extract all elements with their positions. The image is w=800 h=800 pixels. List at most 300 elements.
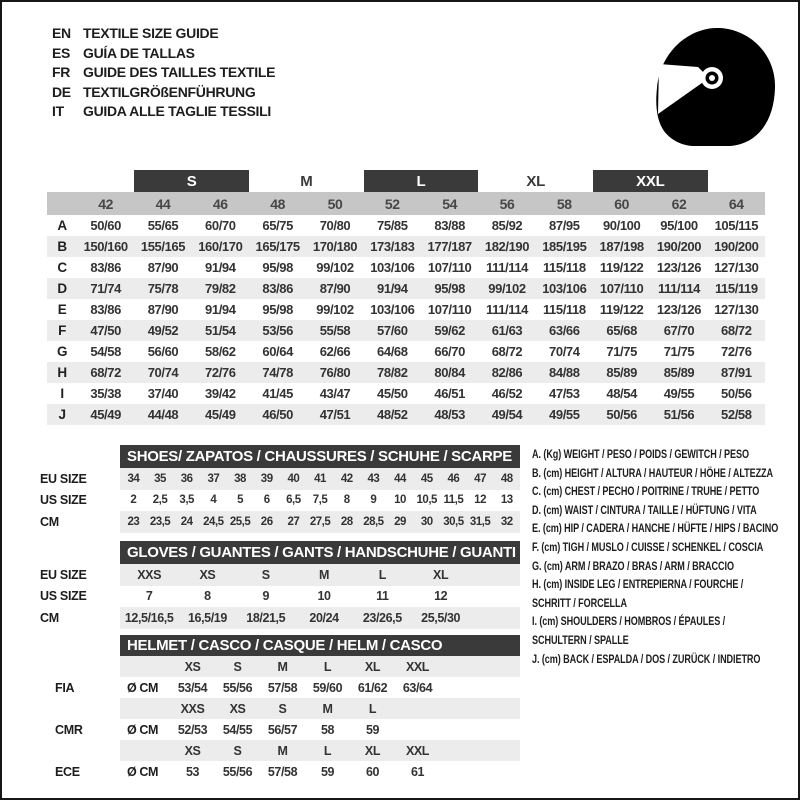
textile-size-cell: 111/114 (485, 260, 529, 275)
textile-size-cell: 115/118 (542, 260, 586, 275)
row-cells (120, 511, 520, 533)
textile-size-cell: 103/106 (370, 260, 415, 275)
shoe-size-cell: 43 (367, 472, 380, 485)
textile-size-cell: 87/95 (549, 218, 580, 233)
size-group-header-row (47, 170, 765, 192)
helmet-size-section (37, 635, 522, 782)
size-col-header: 44 (155, 195, 171, 212)
textile-size-cell: 71/74 (90, 281, 121, 296)
racing-helmet-icon (652, 26, 780, 151)
textile-size-cell: 99/102 (316, 302, 354, 317)
size-col-header: 60 (614, 195, 630, 212)
textile-size-cell: 185/195 (542, 239, 587, 254)
size-group-xl: XL (526, 172, 545, 190)
helmet-size-headers (120, 740, 520, 761)
row-cells (120, 468, 520, 490)
glove-size-cell: M (319, 567, 330, 582)
shoe-size-cell: 27,5 (309, 515, 331, 528)
helmet-unit-spacer (120, 698, 170, 719)
textile-size-cell: 123/126 (656, 260, 702, 275)
shoes-title-row (37, 445, 522, 468)
language-row (52, 63, 275, 83)
textile-size-cell: 127/130 (714, 260, 759, 275)
textile-size-cell: 45/49 (90, 407, 121, 422)
language-code: IT (52, 103, 64, 119)
size-group-s: S (134, 170, 249, 192)
shoe-size-cell: 41 (314, 472, 326, 485)
shoe-size-cell: 10,5 (416, 494, 437, 507)
gloves-section-title: GLOVES / GUANTES / GANTS / HANDSCHUHE / GUANTI (120, 541, 520, 564)
shoe-size-cell: 39 (260, 472, 273, 485)
helmet-standard-label: FIA (55, 680, 75, 695)
helmet-size-header-row (37, 698, 522, 719)
textile-size-cell: 39/42 (205, 386, 236, 401)
textile-size-cell: 65/68 (606, 323, 637, 338)
helmet-title-spacer (37, 635, 120, 656)
glove-size-cell: 8 (204, 589, 211, 604)
numeric-size-header-row (47, 192, 765, 215)
textile-size-cell: 190/200 (656, 239, 702, 254)
helmet-size-header: XL (364, 743, 381, 758)
helmet-standard-cells (120, 719, 520, 740)
section-row (37, 490, 522, 512)
textile-size-cell: 47/50 (90, 323, 121, 338)
gloves-title-row (37, 541, 522, 564)
textile-row-label: B (57, 239, 67, 254)
textile-size-cell: 190/200 (714, 239, 759, 254)
textile-size-cell: 59/62 (434, 323, 465, 338)
textile-size-cell: 87/90 (319, 281, 351, 296)
textile-size-cell: 43/47 (319, 386, 351, 401)
language-label: TEXTILE SIZE GUIDE (83, 25, 219, 41)
textile-size-cell: 44/48 (147, 407, 179, 422)
helmet-size-cell: 53 (185, 764, 200, 779)
shoe-size-cell: 40 (287, 472, 300, 485)
helmet-size-cell: 56/57 (267, 722, 298, 737)
textile-size-cell: 49/55 (663, 386, 695, 401)
size-col-spacer (47, 192, 77, 215)
textile-size-cell: 87/91 (721, 365, 752, 380)
glove-size-cell: 18/21,5 (246, 610, 286, 625)
textile-size-cell: 84/88 (549, 365, 580, 380)
shoe-size-cell: 25,5 (229, 515, 251, 528)
glove-size-cell: 23/26,5 (362, 610, 402, 625)
glove-size-cell: S (261, 567, 270, 582)
helmet-section-title: HELMET / CASCO / CASQUE / HELM / CASCO (120, 635, 520, 656)
shoe-size-cell: 8 (343, 494, 350, 507)
size-col-header: 54 (442, 195, 458, 212)
shoe-size-cell: 13 (500, 494, 513, 507)
textile-row (47, 362, 765, 383)
size-col-header: 42 (98, 195, 114, 212)
helmet-size-header: M (277, 743, 288, 758)
legend-line: J. (cm) BACK / ESPALDA / DOS / ZURÜCK / INDIETRO (532, 653, 761, 666)
measurement-legend (532, 446, 794, 669)
shoe-size-cell: 30 (420, 515, 433, 528)
section-row (37, 586, 522, 608)
helmet-size-header: L (368, 701, 377, 716)
textile-measurement-rows (47, 215, 765, 425)
textile-row (47, 278, 765, 299)
gloves-size-section (37, 541, 522, 629)
helmet-size-cell: 61/62 (357, 680, 388, 695)
textile-size-cell: 160/170 (198, 239, 243, 254)
textile-size-cell: 58/62 (205, 344, 236, 359)
textile-size-cell: 70/80 (319, 218, 351, 233)
language-label: GUIDA ALLE TAGLIE TESSILI (83, 103, 271, 119)
row-cells (120, 607, 520, 629)
shoe-size-cell: 42 (340, 472, 353, 485)
textile-size-cell: 52/58 (721, 407, 752, 422)
row-unit-label: EU SIZE (40, 471, 87, 486)
textile-size-cell: 48/53 (434, 407, 465, 422)
textile-size-cell: 111/114 (657, 281, 701, 296)
size-col-header: 64 (728, 195, 744, 212)
textile-size-cell: 105/115 (714, 218, 759, 233)
textile-size-cell: 61/63 (491, 323, 523, 338)
helmet-size-header: L (323, 743, 332, 758)
shoe-size-cell: 9 (370, 494, 377, 507)
shoe-size-cell: 2,5 (152, 494, 168, 507)
glove-size-cell: XXS (137, 567, 162, 582)
textile-size-cell: 71/75 (606, 344, 637, 359)
glove-size-cell: 12 (434, 589, 448, 604)
textile-size-cell: 83/86 (262, 281, 293, 296)
textile-row-label: D (57, 281, 67, 296)
shoe-size-cell: 24 (180, 515, 193, 528)
helmet-size-cell: 54/55 (222, 722, 253, 737)
helmet-size-cell (395, 719, 440, 740)
textile-size-cell: 170/180 (312, 239, 358, 254)
textile-row-label: A (57, 218, 67, 233)
textile-row (47, 404, 765, 425)
language-code: FR (52, 64, 71, 80)
textile-row-label: G (56, 344, 68, 359)
textile-row (47, 383, 765, 404)
helmet-standard-label: CMR (55, 722, 83, 737)
textile-size-cell: 107/110 (599, 281, 644, 296)
textile-size-cell: 35/38 (90, 386, 121, 401)
helmet-size-cell: 59/60 (312, 680, 343, 695)
helmet-unit-spacer (120, 740, 170, 761)
textile-row-label: E (57, 302, 67, 317)
row-cells (120, 564, 520, 586)
textile-size-cell: 99/102 (488, 281, 526, 296)
helmet-standard-cells (120, 677, 520, 698)
helmet-size-cell: 58 (320, 722, 335, 737)
legend-line: F. (cm) TIGH / MUSLO / CUISSE / SCHENKEL / COSCIA (532, 541, 764, 554)
shoes-rows (37, 468, 522, 533)
helmet-size-header: S (233, 743, 242, 758)
textile-size-cell: 87/90 (147, 302, 179, 317)
textile-size-cell: 115/119 (714, 281, 758, 296)
helmet-size-header: XXL (405, 659, 430, 674)
row-unit-label: US SIZE (40, 589, 87, 604)
shoe-size-cell: 34 (127, 472, 140, 485)
language-code: EN (52, 25, 71, 41)
textile-size-cell: 74/78 (262, 365, 293, 380)
shoe-size-cell: 23,5 (149, 515, 171, 528)
textile-size-table (47, 170, 765, 425)
helmet-size-header: XS (229, 701, 246, 716)
helmet-size-cell: 57/58 (267, 764, 298, 779)
textile-size-cell: 50/56 (606, 407, 637, 422)
textile-size-cell: 83/86 (90, 260, 121, 275)
glove-size-cell: 25,5/30 (421, 610, 461, 625)
textile-size-cell: 46/51 (434, 386, 465, 401)
shoe-size-cell: 45 (420, 472, 433, 485)
textile-row-label: H (57, 365, 67, 380)
shoe-size-cell: 36 (180, 472, 193, 485)
helmet-size-header: XL (364, 659, 381, 674)
shoe-size-cell: 35 (154, 472, 166, 485)
row-cells (120, 586, 520, 608)
shoe-size-cell: 31,5 (469, 515, 491, 528)
shoe-size-cell: 4 (210, 494, 217, 507)
textile-size-cell: 45/50 (377, 386, 408, 401)
row-unit-label: US SIZE (40, 493, 87, 508)
textile-size-cell: 119/122 (599, 302, 644, 317)
textile-size-cell: 82/86 (491, 365, 523, 380)
size-col-header: 58 (556, 195, 572, 212)
textile-size-cell: 76/80 (319, 365, 351, 380)
shoe-size-cell: 37 (207, 472, 220, 485)
textile-size-cell: 55/58 (319, 323, 351, 338)
legend-line: SCHULTERN / SPALLE (532, 634, 629, 647)
helmet-size-cell: 61 (410, 764, 425, 779)
textile-size-cell: 68/72 (90, 365, 121, 380)
textile-size-cell: 68/72 (721, 323, 752, 338)
language-row (52, 24, 275, 44)
textile-row-label: F (58, 323, 66, 338)
textile-size-cell: 64/68 (377, 344, 408, 359)
shoe-size-cell: 23 (127, 515, 140, 528)
textile-size-cell: 150/160 (83, 239, 128, 254)
helmet-size-headers (120, 656, 520, 677)
glove-size-cell: 16,5/19 (187, 610, 227, 625)
shoe-size-cell: 47 (474, 472, 486, 485)
textile-size-cell: 90/100 (602, 218, 641, 233)
textile-size-cell: 123/126 (656, 302, 702, 317)
size-col-header: 50 (327, 195, 343, 212)
textile-size-cell: 119/122 (599, 260, 644, 275)
language-label: GUIDE DES TAILLES TEXTILE (83, 64, 276, 80)
glove-size-cell: L (378, 567, 386, 582)
textile-size-cell: 80/84 (434, 365, 465, 380)
textile-size-cell: 49/55 (549, 407, 580, 422)
helmet-standard-cells (120, 761, 520, 782)
shoe-size-cell: 6 (263, 494, 270, 507)
helmet-size-cell: 53/54 (177, 680, 208, 695)
shoe-size-cell: 6,5 (286, 494, 301, 507)
textile-size-cell: 83/86 (90, 302, 121, 317)
helmet-size-header: XS (184, 659, 201, 674)
shoe-size-cell: 7,5 (312, 494, 328, 507)
textile-size-cell: 71/75 (663, 344, 695, 359)
helmet-size-header: XS (184, 743, 201, 758)
helmet-size-header-row (37, 656, 522, 677)
textile-size-cell: 103/106 (542, 281, 587, 296)
textile-row (47, 299, 765, 320)
helmet-size-cell: 55/56 (222, 680, 253, 695)
section-row (37, 511, 522, 533)
helmet-size-header: L (323, 659, 332, 674)
legend-line: I. (cm) SHOULDERS / HOMBROS / ÉPAULES / (532, 616, 726, 629)
textile-size-cell: 50/60 (90, 218, 121, 233)
row-unit-label: CM (40, 514, 59, 529)
legend-line: E. (cm) HIP / CADERA / HANCHE / HÜFTE / HIPS / BACINO (532, 523, 779, 536)
helmet-size-header: S (278, 701, 287, 716)
shoe-size-cell: 10 (394, 494, 406, 507)
textile-size-cell: 49/52 (147, 323, 179, 338)
shoe-size-cell: 27 (287, 515, 300, 528)
textile-size-cell: 46/50 (262, 407, 293, 422)
helmet-size-header: M (277, 659, 288, 674)
shoe-size-cell: 48 (500, 472, 513, 485)
textile-size-cell: 41/45 (262, 386, 293, 401)
textile-size-cell: 85/92 (491, 218, 523, 233)
textile-row (47, 257, 765, 278)
section-row (37, 564, 522, 586)
textile-size-cell: 85/89 (663, 365, 695, 380)
textile-size-cell: 70/74 (147, 365, 179, 380)
textile-size-cell: 103/106 (370, 302, 415, 317)
glove-size-cell: 10 (317, 589, 331, 604)
shoes-section-title: SHOES/ ZAPATOS / CHAUSSURES / SCHUHE / SCARPE (120, 445, 520, 468)
textile-size-cell: 95/100 (660, 218, 698, 233)
textile-row (47, 320, 765, 341)
textile-size-cell: 85/89 (606, 365, 637, 380)
shoe-size-cell: 28 (340, 515, 353, 528)
shoe-size-cell: 5 (237, 494, 243, 507)
helmet-size-header (395, 698, 440, 719)
gloves-title-spacer (37, 541, 120, 564)
legend-line: D. (cm) WAIST / CINTURA / TAILLE / HÜFTUNG / VITA (532, 504, 757, 517)
textile-size-cell: 57/60 (377, 323, 408, 338)
language-row (52, 102, 275, 122)
helmet-size-header: XXS (180, 701, 205, 716)
textile-size-cell: 53/56 (262, 323, 293, 338)
glove-size-cell: XS (199, 567, 216, 582)
textile-size-cell: 72/76 (721, 344, 752, 359)
textile-row-label: I (60, 386, 64, 401)
shoe-size-cell: 2 (130, 494, 137, 507)
shoes-size-section (37, 445, 522, 533)
shoe-size-cell: 11,5 (443, 494, 464, 507)
textile-size-cell: 75/78 (147, 281, 179, 296)
textile-size-cell: 107/110 (427, 302, 472, 317)
glove-size-cell: XL (433, 567, 449, 582)
textile-size-cell: 95/98 (262, 302, 293, 317)
textile-size-cell: 55/65 (147, 218, 179, 233)
shoe-size-cell: 46 (447, 472, 460, 485)
size-col-header: 62 (671, 195, 687, 212)
textile-size-cell: 115/118 (542, 302, 586, 317)
textile-size-cell: 165/175 (255, 239, 300, 254)
textile-size-cell: 62/66 (319, 344, 351, 359)
shoe-size-cell: 3,5 (179, 494, 194, 507)
textile-size-cell: 91/94 (205, 260, 236, 275)
textile-size-cell: 72/76 (205, 365, 236, 380)
size-col-header: 48 (270, 195, 286, 212)
language-code: ES (52, 44, 71, 61)
language-row (52, 83, 275, 103)
helmet-standard-label: ECE (55, 764, 80, 779)
textile-size-cell: 60/70 (205, 218, 236, 233)
helmet-standard-row (37, 719, 522, 740)
textile-size-cell: 65/75 (262, 218, 293, 233)
textile-size-cell: 79/82 (205, 281, 236, 296)
shoes-title-spacer (37, 445, 120, 468)
helmet-rows (37, 656, 522, 782)
textile-size-cell: 45/49 (205, 407, 236, 422)
row-cells (120, 490, 520, 512)
glove-size-cell: 20/24 (309, 610, 339, 625)
helmet-header-spacer (37, 656, 120, 677)
helmet-size-headers (120, 698, 520, 719)
shoe-size-cell: 24,5 (203, 515, 224, 528)
row-unit-label: EU SIZE (40, 567, 87, 582)
textile-row-label: J (58, 407, 66, 422)
textile-size-cell: 95/98 (262, 260, 293, 275)
helmet-standard-row (37, 761, 522, 782)
shoe-size-cell: 26 (260, 515, 273, 528)
shoe-size-cell: 29 (394, 515, 406, 528)
gloves-rows (37, 564, 522, 629)
glove-size-cell: 11 (376, 589, 389, 604)
helmet-unit-spacer (120, 656, 170, 677)
glove-size-cell: 9 (262, 589, 270, 604)
helmet-title-row (37, 635, 522, 656)
textile-size-cell: 173/183 (370, 239, 415, 254)
textile-size-cell: 47/51 (319, 407, 351, 422)
textile-row (47, 341, 765, 362)
helmet-size-header-row (37, 740, 522, 761)
textile-size-cell: 107/110 (427, 260, 472, 275)
helmet-header-spacer (37, 698, 120, 719)
textile-row (47, 236, 765, 257)
legend-line: B. (cm) HEIGHT / ALTURA / HAUTEUR / HÖHE / ALTEZZA (532, 467, 773, 480)
shoe-size-cell: 30,5 (443, 515, 464, 528)
textile-size-cell: 48/52 (377, 407, 408, 422)
helmet-size-cell: 63/64 (402, 680, 433, 695)
size-col-header: 46 (212, 195, 228, 212)
textile-size-cell: 75/85 (377, 218, 408, 233)
textile-size-cell: 95/98 (434, 281, 465, 296)
textile-row-label: C (57, 260, 67, 275)
shoe-size-cell: 12 (474, 494, 486, 507)
textile-size-cell: 187/198 (599, 239, 644, 254)
textile-size-cell: 182/190 (484, 239, 530, 254)
textile-size-cell: 51/54 (205, 323, 236, 338)
shoe-size-cell: 32 (500, 515, 513, 528)
language-code: DE (52, 83, 71, 100)
textile-size-cell: 68/72 (491, 344, 523, 359)
textile-size-cell: 63/66 (549, 323, 580, 338)
shoe-size-cell: 28,5 (363, 515, 384, 528)
shoe-size-cell: 44 (394, 472, 406, 485)
helmet-size-header: XXL (405, 743, 430, 758)
section-row (37, 607, 522, 629)
helmet-size-cell: 52/53 (177, 722, 208, 737)
legend-line: H. (cm) INSIDE LEG / ENTREPIERNA / FOURCHE / (532, 579, 744, 592)
textile-size-cell: 91/94 (205, 302, 236, 317)
textile-size-cell: 60/64 (262, 344, 293, 359)
textile-size-cell: 127/130 (714, 302, 759, 317)
helmet-size-header: M (322, 701, 333, 716)
language-label: GUÍA DE TALLAS (83, 44, 195, 61)
textile-size-cell: 111/114 (485, 302, 529, 317)
